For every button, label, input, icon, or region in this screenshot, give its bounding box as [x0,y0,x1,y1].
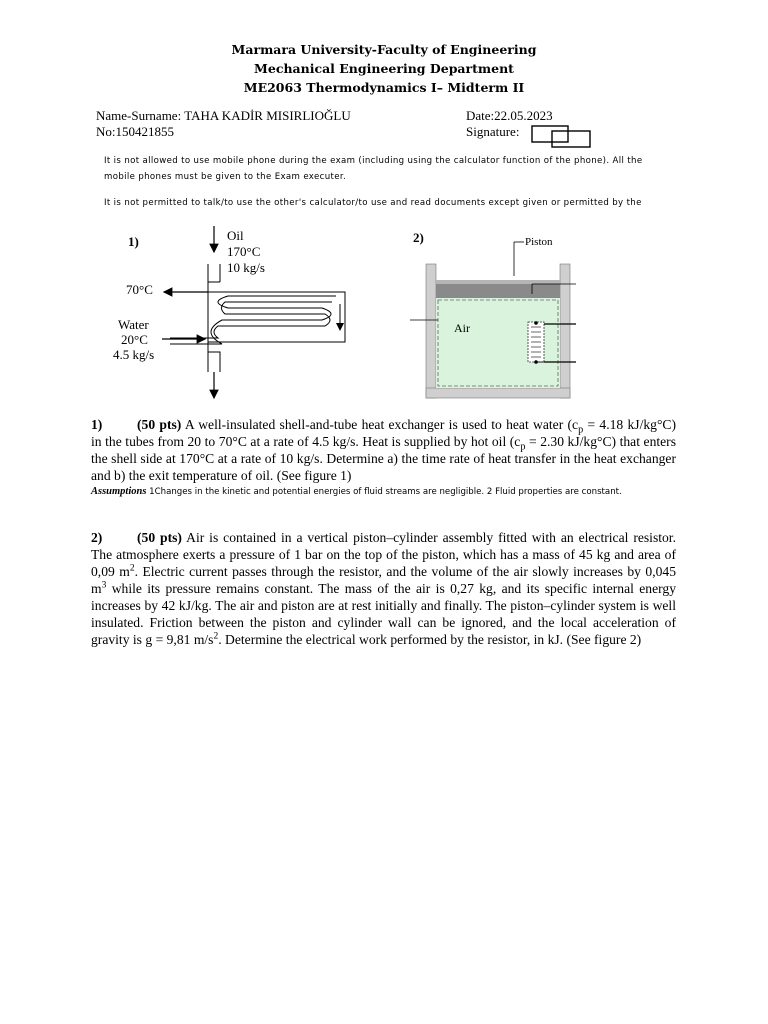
exam-date: Date:22.05.2023 [466,108,553,123]
problem-2: 2) (50 pts) Air is contained in a vertical piston–cylinder assembly fitted with an electrical resistor. The atmosphere exerts a pressure of 1 bar on the top of the piston, which has a mass of 45 kg and area of 0,09 $m^2$. Electric current passes through the resistor, and the volume of the air slowly increases by 0,045 $m^3$ while its pressure remains constant. The mass of the air is 0,27 kg, and its specific internal energy increases by 42 kJ/kg. The air and piston are at rest initially and finally. The piston–cylinder system is well insulated. Friction between the piston and cylinder wall can be ignored, and the local acceleration of gravity is g = 9,81 $m/s^2$. Determine the electrical work performed by the resistor, in kJ. (See figure 2) [91,530,677,647]
problem-2-points: (50 pts) [137,530,182,545]
assumptions: Assumptions 1Changes in the kinetic and potential energies of fluid streams are negligible. 2 Fluid properties are constant. [91,486,622,497]
water-out-temp: 70°C [126,282,153,297]
oil-label: Oil [227,228,244,243]
signature-image [530,124,594,150]
problem-1-number: 1) [91,417,103,432]
figure2-label: 2) [413,230,424,245]
figure-piston-cylinder [410,228,590,404]
air-label: Air [454,321,470,335]
exam-title: ME2063 Thermodynamics I– Midterm II [243,80,525,95]
rule-1-line-2: mobile phones must be given to the Exam executer. [104,172,347,182]
oil-temp: 170°C [227,244,261,259]
figure1-label: 1) [128,234,139,249]
problem-1: 1) (50 pts) A well-insulated shell-and-tube heat exchanger is used to heat water ($c_p = 4.18$ kJ/kg°C) in the tubes from 20 to 70°C at a rate of 4.5 kg/s. Heat is supplied by hot oil ($c_p = 2.30$ kJ/kg°C) that enters the shell side at 170°C at a rate of 10 kg/s. Determine a) the time rate of heat transfer in the heat exchanger and b) the exit temperature of oil. (See figure 1) [91,417,676,483]
student-number: No:150421855 [96,124,174,139]
department-title: Mechanical Engineering Department [254,61,514,76]
water-label: Water [118,317,149,332]
oil-rate: 10 kg/s [227,260,265,275]
figure-heat-exchanger [100,222,360,408]
problem-2-number: 2) [91,530,103,545]
signature-label: Signature: [466,124,520,139]
rule-1-line-1: It is not allowed to use mobile phone during the exam (including using the calculator function of the phone). All the [104,156,643,166]
university-title: Marmara University-Faculty of Engineering [231,42,537,57]
problem-1-points: (50 pts) [137,417,182,432]
rule-2: It is not permitted to talk/to use the other's calculator/to use and read documents except given or permitted by the [104,198,642,208]
piston-label: Piston [525,236,553,248]
water-rate: 4.5 kg/s [113,347,155,362]
water-in-temp: 20°C [121,332,148,347]
name-surname: Name-Surname: TAHA KADİR MISIRLIOĞLU [96,108,351,123]
